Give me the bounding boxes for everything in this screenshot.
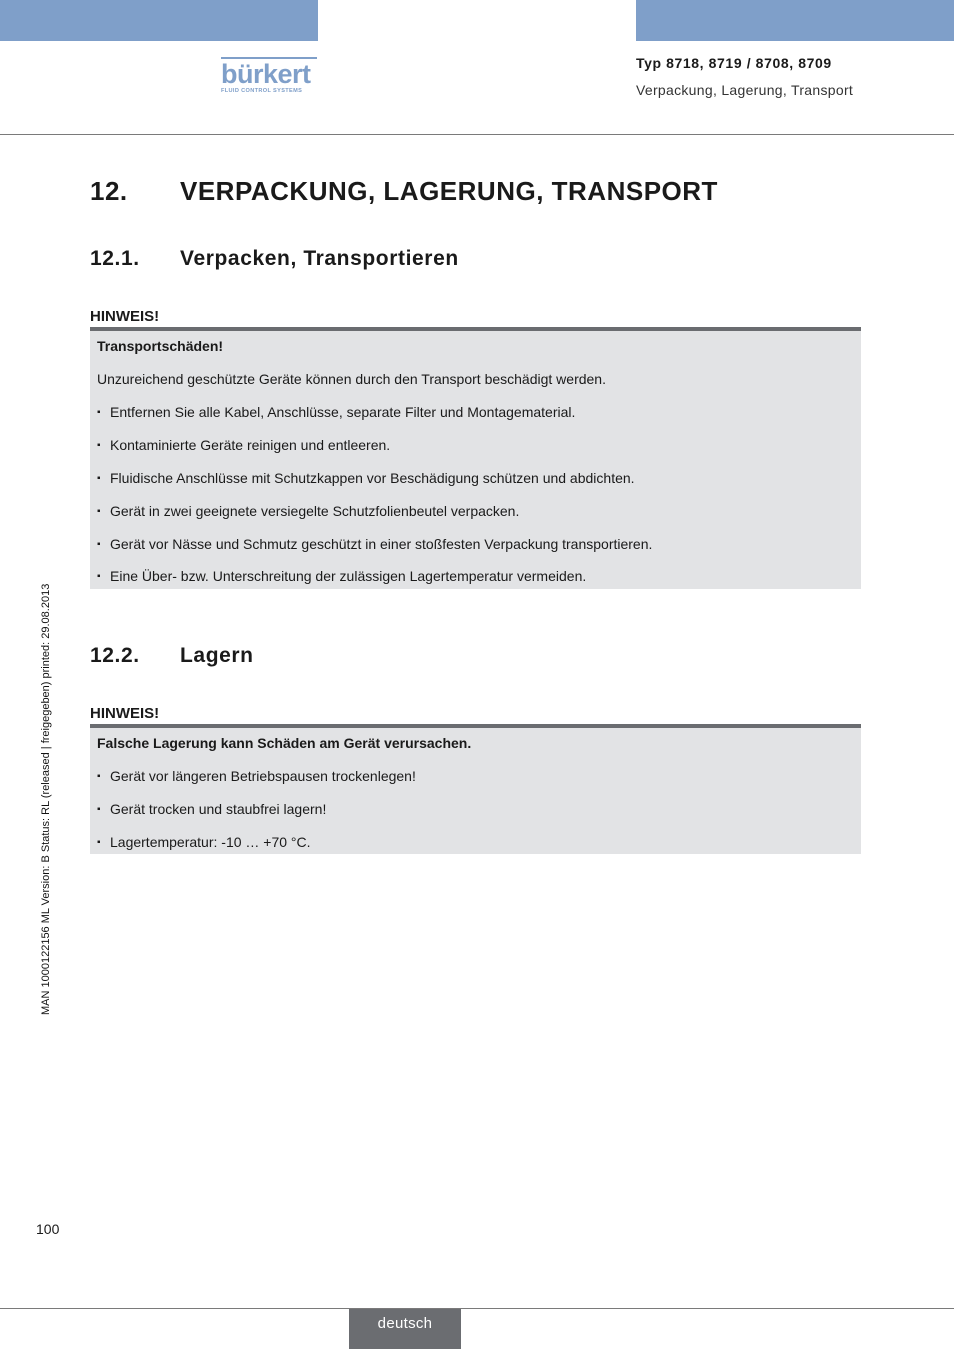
notice-title: Falsche Lagerung kann Schäden am Gerät verursachen. — [97, 735, 472, 751]
header-subtitle: Verpackung, Lagerung, Transport — [636, 82, 854, 98]
section-title: Verpacken, Transportieren — [180, 247, 459, 270]
bullet-icon: ▪ — [97, 804, 101, 815]
logo-wordmark: bürkert — [221, 59, 311, 89]
section-number: 12.2. — [90, 644, 140, 667]
logo-tagline: FLUID CONTROL SYSTEMS — [221, 88, 303, 94]
language-tab: deutsch — [349, 1309, 461, 1349]
bullet-icon: ▪ — [97, 407, 101, 418]
document-meta-vertical: MAN 1000122156 ML Version: B Status: RL (released | freigegeben) printed: 29.08.2013 — [40, 583, 52, 1015]
list-item: ▪ Lagertemperatur: -10 … +70 °C. — [97, 834, 311, 850]
list-item: ▪ Gerät in zwei geeignete versiegelte Schutzfolienbeutel verpacken. — [97, 503, 520, 519]
notice-box-storage — [90, 724, 861, 854]
page-number: 100 — [36, 1221, 60, 1237]
chapter-heading — [90, 176, 718, 207]
bullet-icon: ▪ — [97, 771, 101, 782]
list-item: ▪ Eine Über- bzw. Unterschreitung der zulässigen Lagertemperatur vermeiden. — [97, 568, 587, 584]
chapter-number: 12. — [90, 176, 128, 206]
list-item: ▪ Gerät trocken und staubfrei lagern! — [97, 801, 327, 817]
bullet-icon: ▪ — [97, 473, 101, 484]
brand-logo — [221, 57, 319, 94]
notice-box-transport — [90, 327, 861, 589]
notice-label: HINWEIS! — [90, 308, 160, 325]
list-item: ▪ Gerät vor längeren Betriebspausen trockenlegen! — [97, 768, 416, 784]
list-item: ▪ Fluidische Anschlüsse mit Schutzkappen vor Beschädigung schützen und abdichten. — [97, 470, 635, 486]
notice-title: Transportschäden! — [97, 338, 224, 354]
list-item: ▪ Gerät vor Nässe und Schmutz geschützt in einer stoßfesten Verpackung transportieren. — [97, 536, 653, 552]
header-title: Typ 8718, 8719 / 8708, 8709 — [636, 55, 832, 71]
header-bar-right — [636, 0, 954, 41]
bullet-icon: ▪ — [97, 539, 101, 550]
list-item: ▪ Entfernen Sie alle Kabel, Anschlüsse, separate Filter und Montagematerial. — [97, 404, 576, 420]
bullet-icon: ▪ — [97, 837, 101, 848]
bullet-icon: ▪ — [97, 440, 101, 451]
bullet-icon: ▪ — [97, 506, 101, 517]
section-title: Lagern — [180, 644, 254, 667]
chapter-title: VERPACKUNG, LAGERUNG, TRANSPORT — [180, 176, 718, 206]
header-bar-left — [0, 0, 318, 41]
section-heading-lagern — [90, 644, 254, 668]
header-divider — [0, 134, 954, 135]
section-heading-verpacken — [90, 247, 459, 271]
section-number: 12.1. — [90, 247, 140, 270]
bullet-icon: ▪ — [97, 571, 101, 582]
notice-label: HINWEIS! — [90, 705, 160, 722]
footer-divider — [0, 1308, 954, 1309]
notice-text: Unzureichend geschützte Geräte können durch den Transport beschädigt werden. — [97, 371, 606, 387]
list-item: ▪ Kontaminierte Geräte reinigen und entleeren. — [97, 437, 391, 453]
